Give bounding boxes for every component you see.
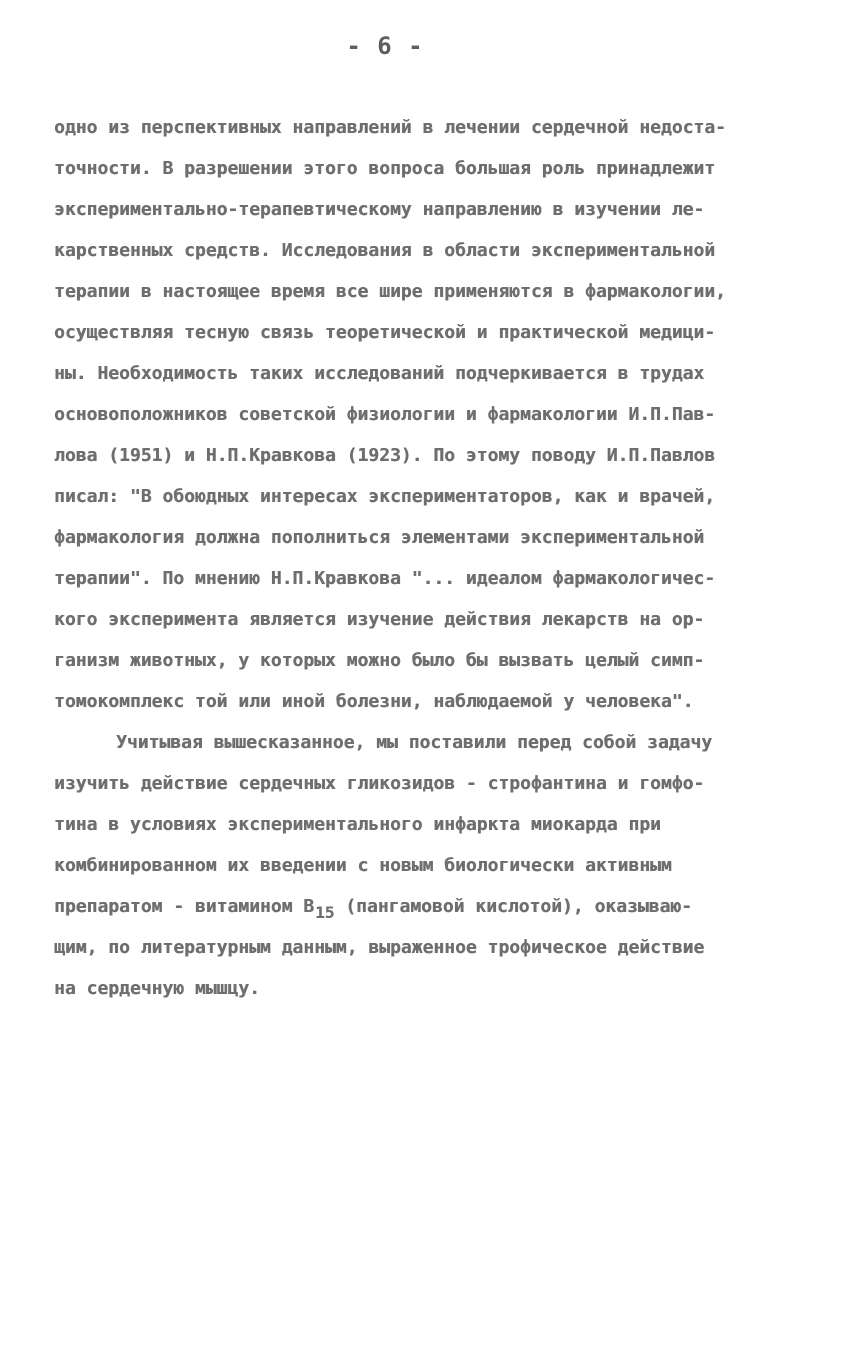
text-line: ны. Необходимость таких исследований подчеркивается в трудах [54,363,705,384]
text-line: осуществляя тесную связь теоретической и практической медици- [54,322,716,343]
text-line: ганизм животных, у которых можно было бы вызвать целый симп- [54,650,705,671]
text-line: писал: "В обоюдных интересах экспериментаторов, как и врачей, [54,486,716,507]
text-line: Учитывая вышесказанное, мы поставили перед собой задачу [116,732,713,753]
text-line: лова (1951) и Н.П.Кравкова (1923). По этому поводу И.П.Павлов [54,445,716,466]
text-line: одно из перспективных направлений в лечении сердечной недоста- [54,117,726,138]
text-line: на сердечную мышцу. [54,978,260,999]
text-segment: (пангамовой кислотой), оказываю- [334,896,692,917]
text-line: фармакология должна пополниться элементами экспериментальной [54,527,705,548]
text-line: терапии в настоящее время все шире применяются в фармакологии, [54,281,726,302]
text-line: карственных средств. Исследования в области экспериментальной [54,240,716,261]
text-line: экспериментально-терапевтическому направлению в изучении ле- [54,199,705,220]
text-line: основоположников советской физиологии и фармакологии И.П.Пав- [54,404,716,425]
text-line: терапии". По мнению Н.П.Кравкова "... идеалом фармакологичес- [54,568,716,589]
text-line-with-subscript [54,886,814,927]
page-number: - 6 - [346,32,424,60]
text-line: тина в условиях экспериментального инфаркта миокарда при [54,814,661,835]
text-segment: препаратом - витамином B [54,896,315,917]
text-line: щим, по литературным данным, выраженное трофическое действие [54,937,705,958]
body-text [54,107,814,1009]
text-line: кого эксперимента является изучение действия лекарств на ор- [54,609,705,630]
text-line: точности. В разрешении этого вопроса большая роль принадлежит [54,158,716,179]
text-line: комбинированном их введении с новым биологически активным [54,855,672,876]
vitamin-subscript: 15 [315,903,335,922]
text-line: томокомплекс той или иной болезни, наблюдаемой у человека". [54,691,694,712]
text-line: изучить действие сердечных гликозидов - строфантина и гомфо- [54,773,705,794]
